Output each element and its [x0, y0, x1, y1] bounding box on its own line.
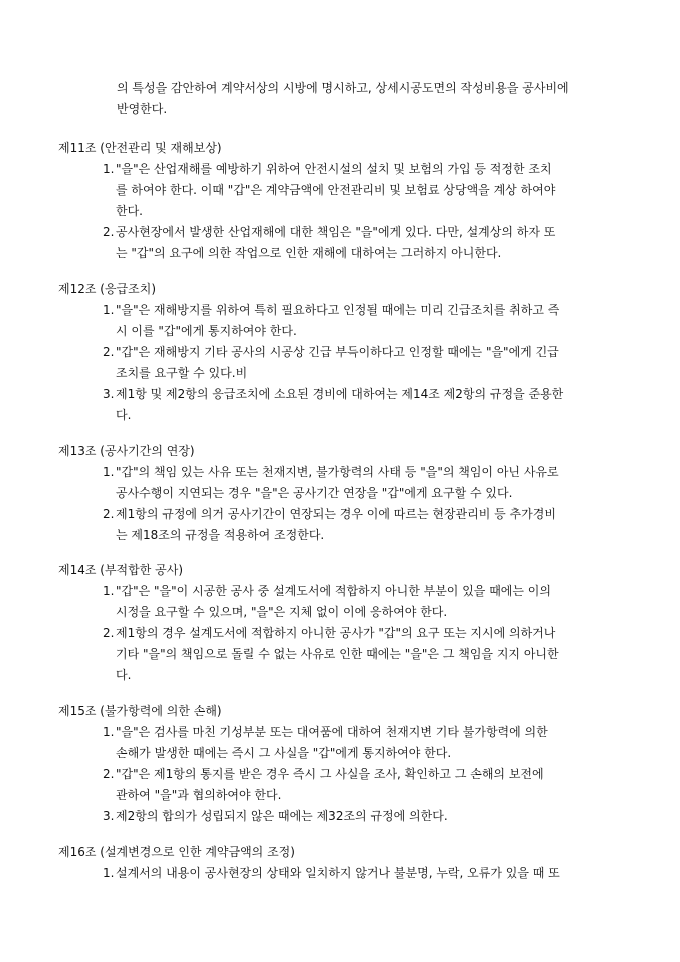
text-line: 제1항 및 제2항의 응급조치에 소요된 경비에 대하여는 제14조 제2항의 규정을 준용한 [116, 387, 564, 401]
text-line: 시정을 요구할 수 있으며, "을"은 지체 없이 이에 응하여야 한다. [116, 605, 448, 619]
text-line: "갑"은 제1항의 통지를 받은 경우 즉시 그 사실을 조사, 확인하고 그 손해의 보전에 [116, 767, 544, 781]
text-line: "갑"은 "을"이 시공한 공사 중 설계도서에 적합하지 아니한 부분이 있을 때에는 이의 [116, 584, 551, 598]
clause [58, 384, 638, 426]
text-line: "을"은 산업재해를 예방하기 위하여 안전시설의 설치 및 보험의 가입 등 적정한 조치 [116, 162, 552, 176]
clause [58, 342, 638, 384]
article-title: 제13조 (공사기간의 연장) [58, 444, 195, 458]
article-title: 제15조 (불가항력에 의한 손해) [58, 704, 222, 718]
text-line: 한다. [116, 204, 143, 218]
article-15 [58, 701, 638, 827]
text-line: 다. [116, 668, 132, 682]
text-line: 를 하여야 한다. 이때 "갑"은 계약금액에 안전관리비 및 보험료 상당액을 계상 하여야 [116, 183, 556, 197]
text-line: 제1항의 규정에 의거 공사기간이 연장되는 경우 이에 따르는 현장관리비 등 추가경비 [116, 507, 556, 521]
text-line: 제1항의 경우 설계도서에 적합하지 아니한 공사가 "갑"의 요구 또는 지시에 의하거나 [116, 626, 556, 640]
text-line: 다. [116, 408, 132, 422]
text-line: 손해가 발생한 때에는 즉시 그 사실을 "갑"에게 통지하여야 한다. [116, 746, 452, 760]
text-line: "갑"의 책임 있는 사유 또는 천재지변, 불가항력의 사태 등 "을"의 책임이 아닌 사유로 [116, 465, 559, 479]
clause [58, 159, 638, 222]
text-line: 설계서의 내용이 공사현장의 상태와 일치하지 않거나 불분명, 누락, 오류가 있을 때 또 [116, 866, 560, 880]
clause-number: 2. [103, 767, 115, 781]
clause-number: 2. [103, 507, 115, 521]
text-line: 의 특성을 감안하여 계약서상의 시방에 명시하고, 상세시공도면의 작성비용을 공사비에 [117, 81, 569, 95]
text-line: "을"은 검사를 마친 기성부분 또는 대여품에 대하여 천재지변 기타 불가항력에 의한 [116, 725, 548, 739]
clause [58, 581, 638, 623]
article-title: 제16조 (설계변경으로 인한 계약금액의 조정) [58, 845, 295, 859]
clause-number: 2. [103, 626, 115, 640]
clause-number: 1. [103, 725, 115, 739]
clause-number: 1. [103, 584, 115, 598]
text-line: 관하여 "을"과 협의하여야 한다. [116, 788, 282, 802]
clause [58, 806, 638, 827]
text-line: 제2항의 합의가 성립되지 않은 때에는 제32조의 규정에 의한다. [116, 809, 448, 823]
clause-number: 2. [103, 345, 115, 359]
text-line: 공사수행이 지연되는 경우 "을"은 공사기간 연장을 "갑"에게 요구할 수 있다. [116, 486, 513, 500]
article-title: 제12조 (응급조치) [58, 282, 156, 296]
text-line: "을"은 재해방지를 위하여 특히 필요하다고 인정될 때에는 미리 긴급조치를 취하고 즉 [116, 303, 560, 317]
text-line: 는 제18조의 규정을 적용하여 조정한다. [116, 528, 325, 542]
clause-number: 1. [103, 465, 115, 479]
clause-number: 1. [103, 303, 115, 317]
clause [58, 300, 638, 342]
clause [58, 764, 638, 806]
clause [58, 863, 638, 884]
text-line: 공사현장에서 발생한 산업재해에 대한 책임은 "을"에게 있다. 다만, 설계상의 하자 또 [116, 225, 556, 239]
text-line: 조치를 요구할 수 있다.비 [116, 366, 248, 380]
clause [58, 722, 638, 764]
text-line: 기타 "을"의 책임으로 돌릴 수 없는 사유로 인한 때에는 "을"은 그 책임을 지지 아니한 [116, 647, 559, 661]
text-line: 는 "갑"의 요구에 의한 작업으로 인한 재해에 대하여는 그러하지 아니한다. [116, 246, 502, 260]
text-line: 반영한다. [117, 102, 168, 116]
article-title: 제11조 (안전관리 및 재해보상) [58, 141, 222, 155]
article-12 [58, 279, 638, 426]
article-13 [58, 441, 638, 546]
continuation-text [117, 78, 627, 120]
clause-number: 3. [103, 387, 115, 401]
text-line: 시 이를 "갑"에게 통지하여야 한다. [116, 324, 297, 338]
article-16 [58, 842, 638, 884]
clause [58, 504, 638, 546]
clause-number: 1. [103, 162, 115, 176]
clause [58, 462, 638, 504]
clause-number: 1. [103, 866, 115, 880]
text-line: "갑"은 재해방지 기타 공사의 시공상 긴급 부득이하다고 인정할 때에는 "을"에게 긴급 [116, 345, 559, 359]
article-14 [58, 560, 638, 686]
article-11 [58, 138, 638, 264]
clause [58, 222, 638, 264]
clause [58, 623, 638, 686]
article-title: 제14조 (부적합한 공사) [58, 563, 183, 577]
clause-number: 3. [103, 809, 115, 823]
clause-number: 2. [103, 225, 115, 239]
